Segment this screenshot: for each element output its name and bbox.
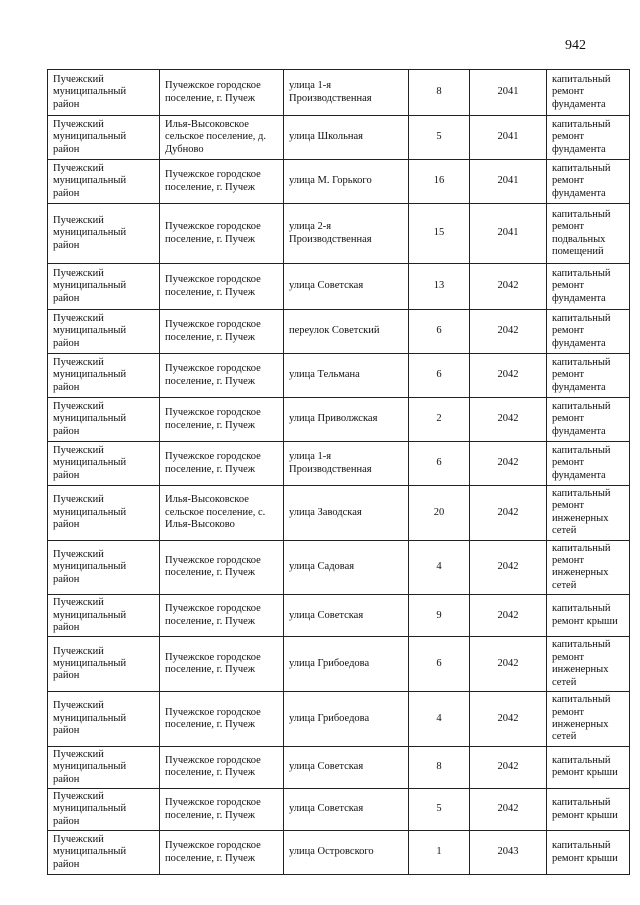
- street-cell: переулок Советский: [284, 310, 409, 354]
- street-cell: улица Приволжская: [284, 398, 409, 442]
- house-number-cell: 8: [409, 70, 470, 116]
- street-cell: улица Тельмана: [284, 354, 409, 398]
- work-type-cell: капитальный ремонт фундамента: [547, 70, 630, 116]
- year-cell: 2041: [470, 70, 547, 116]
- table-row: [48, 310, 630, 354]
- district-cell: Пучежский муниципальный район: [48, 354, 160, 398]
- year-cell: 2042: [470, 540, 547, 595]
- year-cell: 2041: [470, 204, 547, 264]
- street-cell: улица 1-я Производственная: [284, 442, 409, 486]
- year-cell: 2041: [470, 160, 547, 204]
- work-type-cell: капитальный ремонт крыши: [547, 788, 630, 830]
- work-type-cell: капитальный ремонт инженерных сетей: [547, 692, 630, 747]
- street-cell: улица Школьная: [284, 116, 409, 160]
- district-cell: Пучежский муниципальный район: [48, 264, 160, 310]
- table-row: [48, 70, 630, 116]
- table-row: [48, 746, 630, 788]
- year-cell: 2042: [470, 595, 547, 637]
- repair-schedule-table: [47, 69, 630, 875]
- table-body: [48, 70, 630, 875]
- district-cell: Пучежский муниципальный район: [48, 692, 160, 747]
- settlement-cell: Пучежское городское поселение, г. Пучеж: [160, 70, 284, 116]
- year-cell: 2042: [470, 442, 547, 486]
- year-cell: 2042: [470, 310, 547, 354]
- house-number-cell: 6: [409, 442, 470, 486]
- work-type-cell: капитальный ремонт фундамента: [547, 398, 630, 442]
- house-number-cell: 15: [409, 204, 470, 264]
- work-type-cell: капитальный ремонт фундамента: [547, 160, 630, 204]
- settlement-cell: Пучежское городское поселение, г. Пучеж: [160, 354, 284, 398]
- work-type-cell: капитальный ремонт крыши: [547, 595, 630, 637]
- house-number-cell: 4: [409, 692, 470, 747]
- settlement-cell: Илья-Высоковское сельское поселение, с. Илья-Высоково: [160, 486, 284, 541]
- work-type-cell: капитальный ремонт инженерных сетей: [547, 540, 630, 595]
- district-cell: Пучежский муниципальный район: [48, 442, 160, 486]
- work-type-cell: капитальный ремонт крыши: [547, 831, 630, 875]
- district-cell: Пучежский муниципальный район: [48, 160, 160, 204]
- table-row: [48, 264, 630, 310]
- settlement-cell: Пучежское городское поселение, г. Пучеж: [160, 637, 284, 692]
- table-row: [48, 398, 630, 442]
- work-type-cell: капитальный ремонт инженерных сетей: [547, 637, 630, 692]
- house-number-cell: 5: [409, 788, 470, 830]
- street-cell: улица Советская: [284, 264, 409, 310]
- year-cell: 2042: [470, 354, 547, 398]
- house-number-cell: 6: [409, 354, 470, 398]
- table-row: [48, 486, 630, 541]
- house-number-cell: 9: [409, 595, 470, 637]
- house-number-cell: 2: [409, 398, 470, 442]
- settlement-cell: Пучежское городское поселение, г. Пучеж: [160, 398, 284, 442]
- district-cell: Пучежский муниципальный район: [48, 116, 160, 160]
- settlement-cell: Пучежское городское поселение, г. Пучеж: [160, 442, 284, 486]
- work-type-cell: капитальный ремонт фундамента: [547, 310, 630, 354]
- house-number-cell: 16: [409, 160, 470, 204]
- settlement-cell: Пучежское городское поселение, г. Пучеж: [160, 595, 284, 637]
- table-row: [48, 442, 630, 486]
- district-cell: Пучежский муниципальный район: [48, 540, 160, 595]
- street-cell: улица Советская: [284, 788, 409, 830]
- district-cell: Пучежский муниципальный район: [48, 746, 160, 788]
- table-row: [48, 540, 630, 595]
- settlement-cell: Пучежское городское поселение, г. Пучеж: [160, 204, 284, 264]
- year-cell: 2042: [470, 746, 547, 788]
- settlement-cell: Пучежское городское поселение, г. Пучеж: [160, 692, 284, 747]
- table-row: [48, 692, 630, 747]
- year-cell: 2042: [470, 637, 547, 692]
- work-type-cell: капитальный ремонт крыши: [547, 746, 630, 788]
- settlement-cell: Илья-Высоковское сельское поселение, д. Дубново: [160, 116, 284, 160]
- table-row: [48, 160, 630, 204]
- settlement-cell: Пучежское городское поселение, г. Пучеж: [160, 540, 284, 595]
- work-type-cell: капитальный ремонт фундамента: [547, 442, 630, 486]
- year-cell: 2042: [470, 398, 547, 442]
- district-cell: Пучежский муниципальный район: [48, 70, 160, 116]
- street-cell: улица Грибоедова: [284, 692, 409, 747]
- district-cell: Пучежский муниципальный район: [48, 595, 160, 637]
- house-number-cell: 20: [409, 486, 470, 541]
- year-cell: 2042: [470, 264, 547, 310]
- year-cell: 2042: [470, 486, 547, 541]
- district-cell: Пучежский муниципальный район: [48, 831, 160, 875]
- settlement-cell: Пучежское городское поселение, г. Пучеж: [160, 788, 284, 830]
- settlement-cell: Пучежское городское поселение, г. Пучеж: [160, 160, 284, 204]
- settlement-cell: Пучежское городское поселение, г. Пучеж: [160, 746, 284, 788]
- district-cell: Пучежский муниципальный район: [48, 398, 160, 442]
- page-number: 942: [565, 38, 586, 53]
- year-cell: 2041: [470, 116, 547, 160]
- year-cell: 2043: [470, 831, 547, 875]
- street-cell: улица М. Горького: [284, 160, 409, 204]
- year-cell: 2042: [470, 692, 547, 747]
- settlement-cell: Пучежское городское поселение, г. Пучеж: [160, 310, 284, 354]
- district-cell: Пучежский муниципальный район: [48, 486, 160, 541]
- house-number-cell: 4: [409, 540, 470, 595]
- settlement-cell: Пучежское городское поселение, г. Пучеж: [160, 831, 284, 875]
- work-type-cell: капитальный ремонт подвальных помещений: [547, 204, 630, 264]
- year-cell: 2042: [470, 788, 547, 830]
- house-number-cell: 8: [409, 746, 470, 788]
- house-number-cell: 13: [409, 264, 470, 310]
- table-row: [48, 116, 630, 160]
- street-cell: улица Грибоедова: [284, 637, 409, 692]
- table-row: [48, 788, 630, 830]
- house-number-cell: 6: [409, 637, 470, 692]
- house-number-cell: 5: [409, 116, 470, 160]
- house-number-cell: 6: [409, 310, 470, 354]
- work-type-cell: капитальный ремонт инженерных сетей: [547, 486, 630, 541]
- street-cell: улица Заводская: [284, 486, 409, 541]
- street-cell: улица 2-я Производственная: [284, 204, 409, 264]
- work-type-cell: капитальный ремонт фундамента: [547, 264, 630, 310]
- street-cell: улица Островского: [284, 831, 409, 875]
- district-cell: Пучежский муниципальный район: [48, 788, 160, 830]
- district-cell: Пучежский муниципальный район: [48, 204, 160, 264]
- street-cell: улица Садовая: [284, 540, 409, 595]
- table-row: [48, 354, 630, 398]
- street-cell: улица Советская: [284, 746, 409, 788]
- table-row: [48, 831, 630, 875]
- settlement-cell: Пучежское городское поселение, г. Пучеж: [160, 264, 284, 310]
- district-cell: Пучежский муниципальный район: [48, 637, 160, 692]
- district-cell: Пучежский муниципальный район: [48, 310, 160, 354]
- work-type-cell: капитальный ремонт фундамента: [547, 116, 630, 160]
- work-type-cell: капитальный ремонт фундамента: [547, 354, 630, 398]
- street-cell: улица Советская: [284, 595, 409, 637]
- street-cell: улица 1-я Производственная: [284, 70, 409, 116]
- table-row: [48, 204, 630, 264]
- table-row: [48, 637, 630, 692]
- table-row: [48, 595, 630, 637]
- house-number-cell: 1: [409, 831, 470, 875]
